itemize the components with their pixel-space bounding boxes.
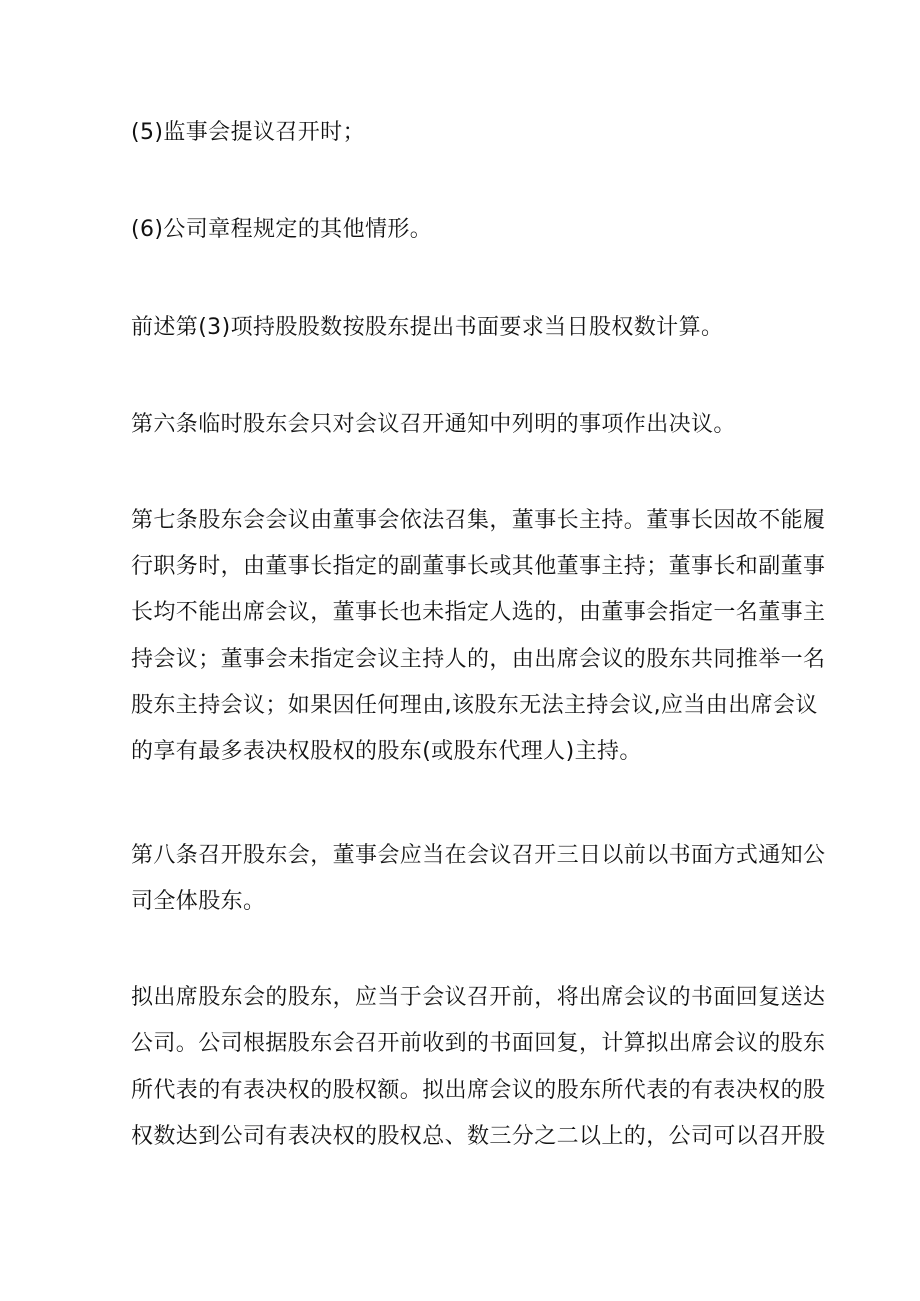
article-7-line-3: 长均不能出席会议，董事长也未指定人选的，由董事会指定一名董事主 [131,600,826,625]
list-item-6: (6)公司章程规定的其他情形。 [131,217,433,242]
attendance-line-3: 所代表的有表决权的股权额。拟出席会议的股东所代表的有表决权的股 [131,1078,826,1103]
article-7-line-1: 第七条股东会会议由董事会依法召集，董事长主持。董事长因故不能履 [131,508,826,533]
attendance-line-1: 拟出席股东会的股东，应当于会议召开前，将出席会议的书面回复送达 [131,985,826,1010]
article-6: 第六条临时股东会只对会议召开通知中列明的事项作出决议。 [131,412,736,437]
article-7-line-4: 持会议；董事会未指定会议主持人的，由出席会议的股东共同推举一名 [131,647,826,672]
article-7-line-5: 股东主持会议；如果因任何理由,该股东无法主持会议,应当由出席会议 [131,693,818,718]
article-8-line-1: 第八条召开股东会，董事会应当在会议召开三日以前以书面方式通知公 [131,843,826,868]
article-7-line-6: 的享有最多表决权股权的股东(或股东代理人)主持。 [131,739,642,764]
article-7-line-2: 行职务时，由董事长指定的副董事长或其他董事主持；董事长和副董事 [131,554,826,579]
list-item-5: (5)监事会提议召开时； [131,120,365,145]
article-8-line-2: 司全体股东。 [131,889,266,914]
attendance-line-2: 公司。公司根据股东会召开前收到的书面回复，计算拟出席会议的股东 [131,1031,826,1056]
paragraph-shareholding-note: 前述第(3)项持股股数按股东提出书面要求当日股权数计算。 [131,315,724,340]
attendance-line-4: 权数达到公司有表决权的股权总、数三分之二以上的，公司可以召开股 [131,1124,826,1149]
